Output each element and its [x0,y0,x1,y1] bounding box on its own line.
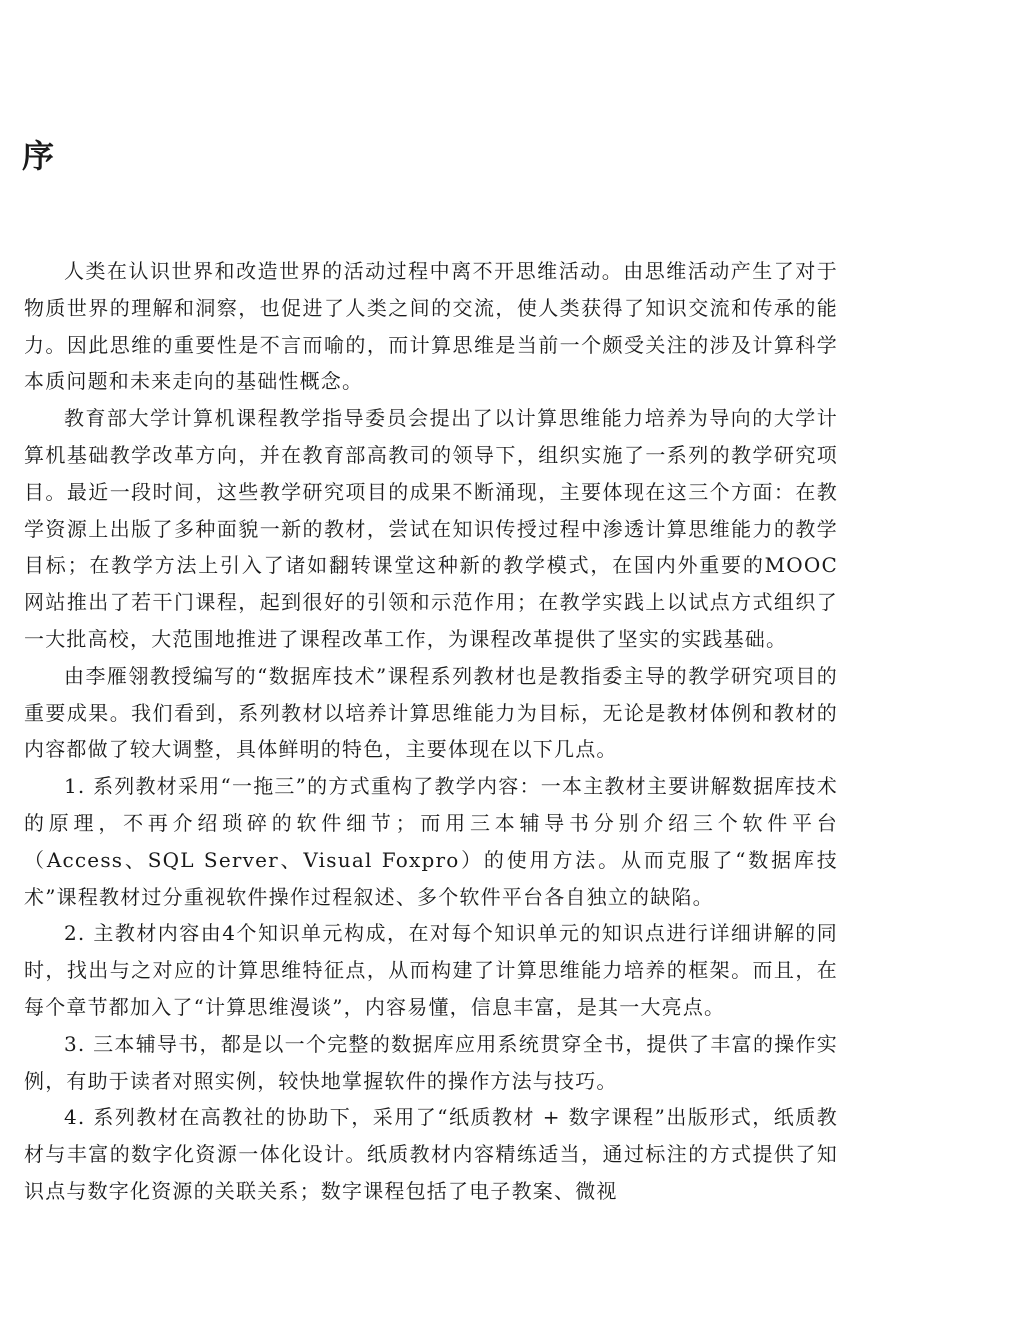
list-paragraph: 1. 系列教材采用“一拖三”的方式重构了教学内容：一本主教材主要讲解数据库技术的原理，不再介绍琐碎的软件细节；而用三本辅导书分别介绍三个软件平台（Access、SQL Server、Visual Foxpro）的使用方法。从而克服了“数据库技术”课程教材过分重视软件操作过程叙述、多个软件平台各自独立的缺陷。 [24,774,838,909]
paragraph: 教育部大学计算机课程教学指导委员会提出了以计算思维能力培养为导向的大学计算机基础教学改革方向，并在教育部高教司的领导下，组织实施了一系列的教学研究项目。最近一段时间，这些教学研究项目的成果不断涌现，主要体现在这三个方面：在教学资源上出版了多种面貌一新的教材，尝试在知识传授过程中渗透计算思维能力的教学目标；在教学方法上引入了诸如翻转课堂这种新的教学模式，在国内外重要的MOOC网站推出了若干门课程，起到很好的引领和示范作用；在教学实践上以试点方式组织了一大批高校，大范围地推进了课程改革工作，为课程改革提供了坚实的实践基础。 [24,406,838,651]
page-title: 序 [22,137,55,175]
preface-body [24,253,838,1210]
list-paragraph: 3. 三本辅导书，都是以一个完整的数据库应用系统贯穿全书，提供了丰富的操作实例，有助于读者对照实例，较快地掌握软件的操作方法与技巧。 [24,1031,838,1093]
paragraph: 由李雁翎教授编写的“数据库技术”课程系列教材也是教指委主导的教学研究项目的重要成果。我们看到，系列教材以培养计算思维能力为目标，无论是教材体例和教材的内容都做了较大调整，具体鲜明的特色，主要体现在以下几点。 [24,663,838,762]
paragraph: 人类在认识世界和改造世界的活动过程中离不开思维活动。由思维活动产生了对于物质世界的理解和洞察，也促进了人类之间的交流，使人类获得了知识交流和传承的能力。因此思维的重要性是不言而喻的，而计算思维是当前一个颇受关注的涉及计算科学本质问题和未来走向的基础性概念。 [24,259,838,394]
list-paragraph: 2. 主教材内容由4个知识单元构成，在对每个知识单元的知识点进行详细讲解的同时，找出与之对应的计算思维特征点，从而构建了计算思维能力培养的框架。而且，在每个章节都加入了“计算思维漫谈”，内容易懂，信息丰富，是其一大亮点。 [24,921,838,1019]
list-paragraph: 4. 系列教材在高教社的协助下，采用了“纸质教材 + 数字课程”出版形式，纸质教材与丰富的数字化资源一体化设计。纸质教材内容精练适当，通过标注的方式提供了知识点与数字化资源的关联关系；数字课程包括了电子教案、微视 [24,1105,838,1203]
